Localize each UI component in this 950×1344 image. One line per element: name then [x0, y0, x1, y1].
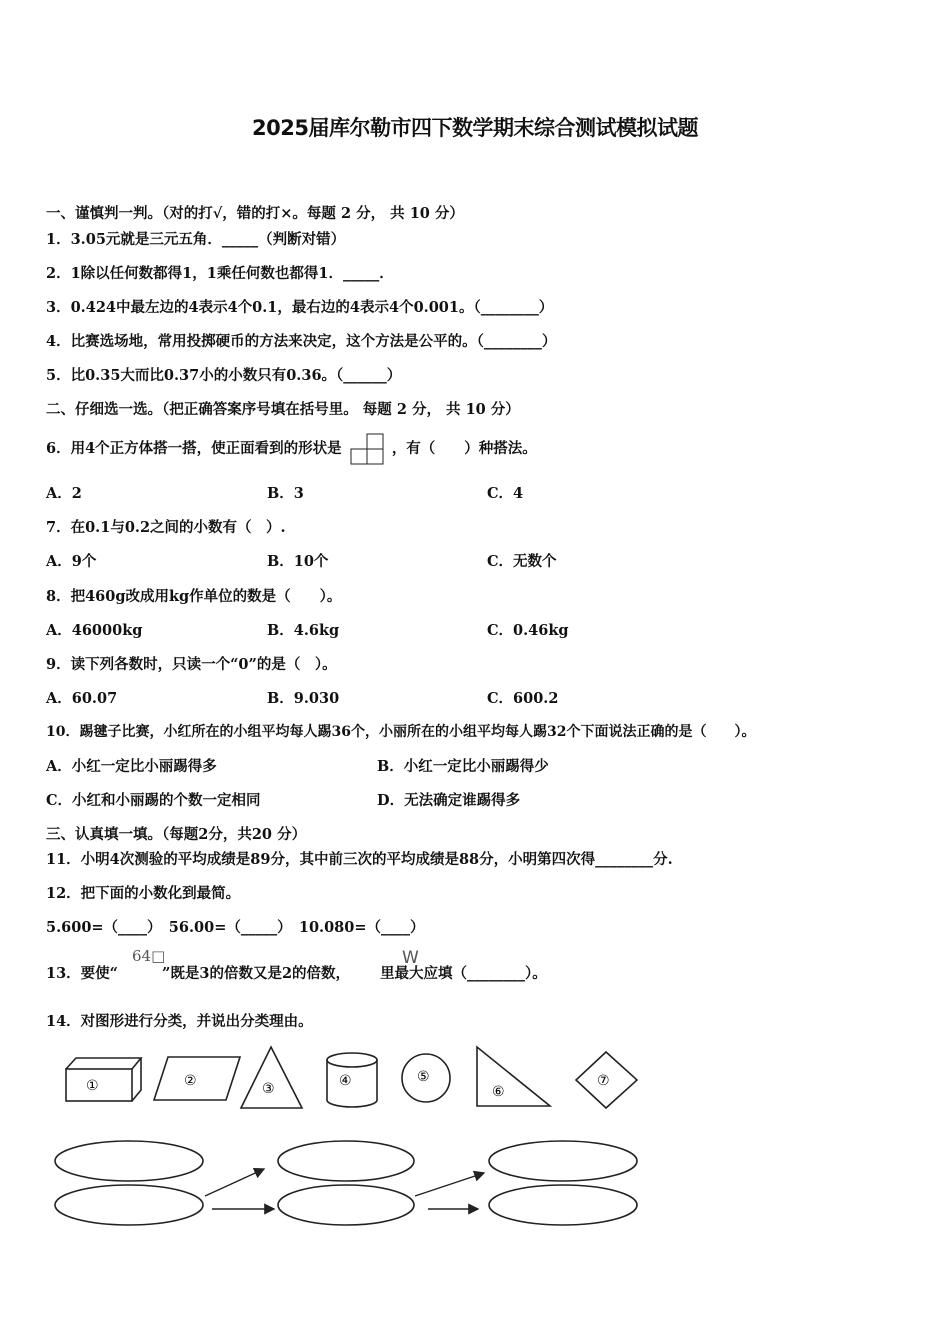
question-6-text-b: ，有（ ）种搭法。 — [391, 440, 537, 457]
cuboid-shape — [66, 1058, 141, 1101]
q8-option-a: A．46000kg — [46, 622, 143, 639]
classification-oval — [489, 1141, 637, 1181]
question-12: 12．把下面的小数化到最简。 — [46, 885, 241, 902]
triangle-shape — [241, 1047, 302, 1108]
q9-option-c: C．600.2 — [487, 690, 559, 707]
q9-option-b: B．9.030 — [267, 690, 340, 707]
question-8: 8．把460g改成用kg作单位的数是（ ）。 — [46, 588, 342, 605]
q10-option-b: B．小红一定比小丽踢得少 — [377, 758, 549, 775]
question-11: 11．小明4次测验的平均成绩是89分，其中前三次的平均成绩是88分，小明第四次得________分. — [46, 851, 673, 868]
cylinder-shape — [327, 1053, 377, 1107]
question-4: 4．比赛选场地，常用投掷硬币的方法来决定，这个方法是公平的。（________） — [46, 333, 557, 350]
question-13-text-b: ”既是3的倍数又是2的倍数， — [162, 965, 351, 982]
q6-option-c: C．4 — [487, 485, 524, 502]
section3-heading: 三、认真填一填。（每题2分，共20 分） — [46, 826, 307, 843]
question-13-text-a: 13．要使“ — [46, 965, 119, 982]
front-view-shape-icon — [349, 432, 385, 466]
q13-w-mark: W — [402, 948, 419, 968]
q7-option-c: C．无数个 — [487, 553, 557, 570]
q8-option-c: C．0.46kg — [487, 622, 569, 639]
q7-option-b: B．10个 — [267, 553, 329, 570]
shape-label-3: ③ — [262, 1081, 275, 1097]
question-1: 1．3.05元就是三元五角．_____（判断对错） — [46, 231, 346, 248]
question-14: 14．对图形进行分类，并说出分类理由。 — [46, 1013, 313, 1030]
question-6-text-a: 6．用4个正方体搭一搭，使正面看到的形状是 — [46, 440, 342, 457]
question-5: 5．比0.35大而比0.37小的小数只有0.36。（______） — [46, 367, 402, 384]
q6-option-a: A．2 — [46, 485, 82, 502]
question-3: 3．0.424中最左边的4表示4个0.1，最右边的4表示4个0.001。（________） — [46, 299, 554, 316]
circle-shape — [402, 1054, 450, 1102]
page-title: 2025届库尔勒市四下数学期末综合测试模拟试题 — [252, 116, 698, 140]
q8-option-b: B．4.6kg — [267, 622, 340, 639]
shape-label-2: ② — [184, 1073, 197, 1089]
classification-oval — [55, 1141, 203, 1181]
q7-option-a: A．9个 — [46, 553, 97, 570]
q13-expression: 64□ — [132, 947, 166, 965]
q6-option-b: B．3 — [267, 485, 304, 502]
shape-label-6: ⑥ — [492, 1084, 505, 1100]
parallelogram-shape — [154, 1057, 240, 1100]
arrow-icon — [205, 1169, 264, 1196]
shape-label-1: ① — [86, 1078, 99, 1094]
q10-option-a: A．小红一定比小丽踢得多 — [46, 758, 217, 775]
question-2: 2．1除以任何数都得1，1乘任何数也都得1．_____． — [46, 265, 394, 282]
q9-option-a: A．60.07 — [46, 690, 118, 707]
rhombus-shape — [576, 1052, 637, 1108]
right-triangle-shape — [477, 1047, 550, 1106]
arrow-icon — [415, 1173, 484, 1196]
shape-label-4: ④ — [339, 1073, 352, 1089]
classification-oval — [278, 1185, 414, 1225]
question-13 — [46, 962, 547, 983]
question-9: 9．读下列各数时，只读一个“0”的是（ ）。 — [46, 656, 337, 673]
section2-heading: 二、仔细选一选。（把正确答案序号填在括号里。 每题 2 分， 共 10 分） — [46, 401, 520, 418]
question-12-items: 5.600=（____） 56.00=（_____） 10.080=（____） — [46, 919, 425, 936]
question-13-text-c: 里最大应填（________）。 — [380, 965, 547, 982]
q10-option-c: C．小红和小丽踢的个数一定相同 — [46, 792, 261, 809]
section1-heading: 一、谨慎判一判。（对的打√，错的打×。每题 2 分， 共 10 分） — [46, 205, 464, 222]
classification-oval — [55, 1185, 203, 1225]
q10-option-d: D．无法确定谁踢得多 — [377, 792, 521, 809]
shape-label-5: ⑤ — [417, 1069, 430, 1085]
question-7: 7．在0.1与0.2之间的小数有（ ）. — [46, 519, 286, 536]
question-6 — [46, 432, 537, 466]
classification-oval — [278, 1141, 414, 1181]
classification-oval — [489, 1185, 637, 1225]
question-10: 10．踢毽子比赛，小红所在的小组平均每人踢36个，小丽所在的小组平均每人踢32个下面说法正确的是（ ）。 — [46, 724, 756, 740]
shape-label-7: ⑦ — [597, 1073, 610, 1089]
